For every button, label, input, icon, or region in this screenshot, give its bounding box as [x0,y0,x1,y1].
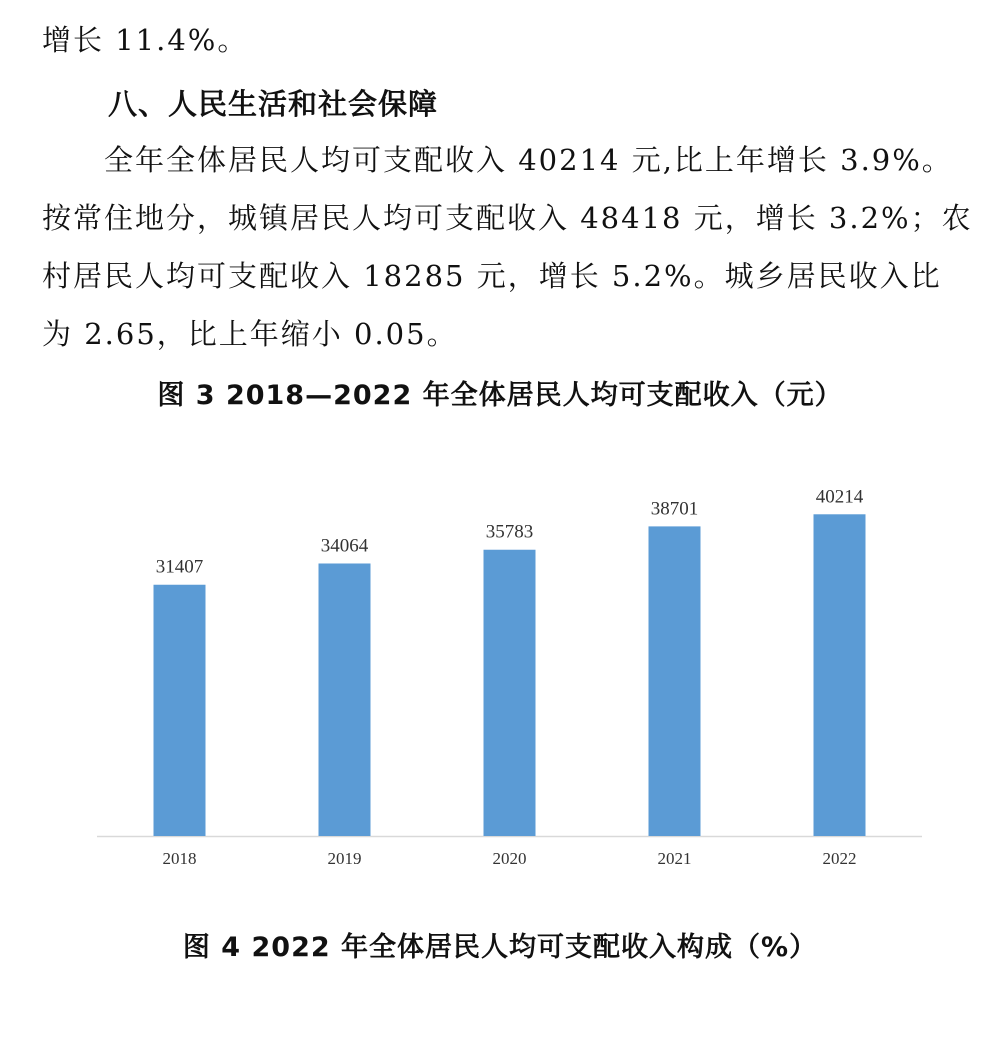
section-heading: 八、人民生活和社会保障 [108,87,439,121]
data-label-2020: 35783 [485,521,534,543]
x-tick-label-2020: 2020 [492,849,527,868]
x-tick-label-2021: 2021 [657,849,692,868]
x-tick-label-2018: 2018 [162,849,197,868]
income-bar-chart [0,440,1000,880]
bar-2020 [484,550,536,836]
data-label-2018: 31407 [155,556,204,578]
paragraph-line-1: 全年全体居民人均可支配收入 40214 元,比上年增长 3.9%。 [42,143,953,177]
bar-2022 [814,514,866,836]
bar-2018 [154,585,206,836]
paragraph-line-4: 为 2.65，比上年缩小 0.05。 [42,317,458,351]
bar-2021 [649,526,701,836]
paragraph-tail: 增长 11.4%。 [42,23,249,57]
x-tick-label-2022: 2022 [822,849,857,868]
data-label-2019: 34064 [320,535,369,557]
figure3-title: 图 3 2018—2022 年全体居民人均可支配收入（元） [157,380,843,411]
paragraph-line-3: 村居民人均可支配收入 18285 元，增长 5.2%。城乡居民收入比 [42,259,942,293]
bar-2019 [319,563,371,836]
paragraph-line-2: 按常住地分，城镇居民人均可支配收入 48418 元，增长 3.2%；农 [42,201,973,235]
x-tick-label-2019: 2019 [327,849,362,868]
data-label-2021: 38701 [650,498,699,520]
data-label-2022: 40214 [815,486,864,508]
figure4-title: 图 4 2022 年全体居民人均可支配收入构成（%） [182,932,818,963]
